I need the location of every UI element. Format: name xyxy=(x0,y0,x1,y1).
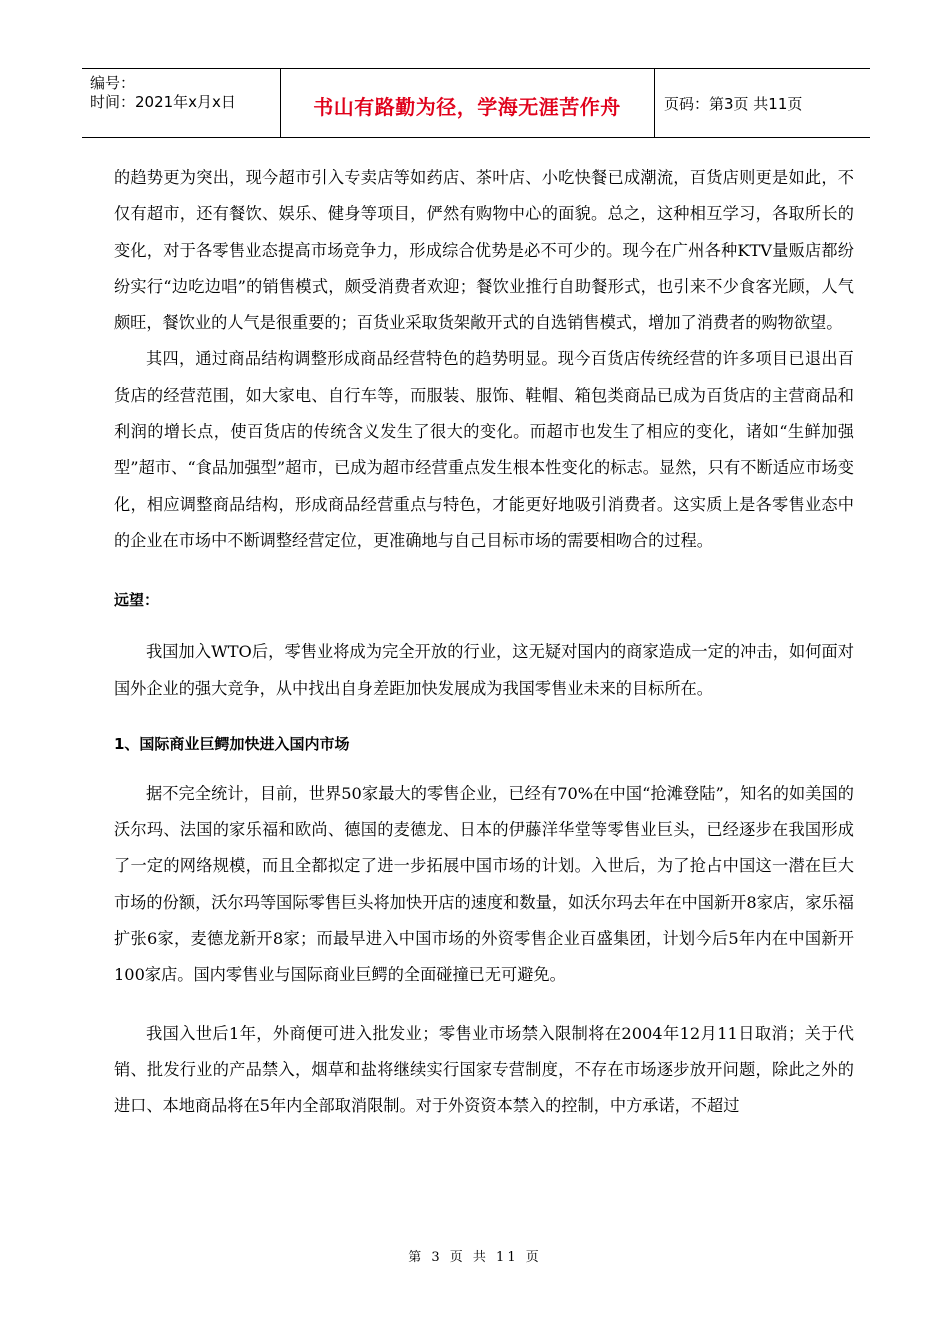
page-footer: 第 3 页 共 11 页 xyxy=(408,1250,542,1265)
page-header xyxy=(82,68,870,138)
paragraph-3: 我国加入WTO后，零售业将成为完全开放的行业，这无疑对国内的商家造成一定的冲击，如何面对国外企业的强大竞争，从中找出自身差距加快发展成为我国零售业未来的目标所在。 xyxy=(114,642,854,698)
section-heading-outlook: 远望： xyxy=(114,591,160,610)
paragraph-4: 据不完全统计，目前，世界50家最大的零售企业，已经有70%在中国“抢滩登陆”，知名的如美国的沃尔玛、法国的家乐福和欧尚、德国的麦德龙、日本的伊藤洋华堂等零售业巨头，已经逐步在我国形成了一定的网络规模，而且全都拟定了进一步拓展中国市场的计划。入世后，为了抢占中国这一潜在巨大市场的份额，沃尔玛等国际零售巨头将加快开店的速度和数量，如沃尔玛去年在中国新开8家店，家乐福扩张6家，麦德龙新开8家；而最早进入中国市场的外资零售企业百盛集团，计划今后5年内在中国新开100家店。国内零售业与国际商业巨鳄的全面碰撞已无可避免。 xyxy=(114,783,854,985)
header-page-info: 页码：第3页 共11页 xyxy=(664,95,803,113)
paragraph-1: 的趋势更为突出，现今超市引入专卖店等如药店、茶叶店、小吃快餐已成潮流，百货店则更是如此，不仅有超市，还有餐饮、娱乐、健身等项目，俨然有购物中心的面貌。总之，这种相互学习，各取所长的变化，对于各零售业态提高市场竞争力，形成综合优势是必不可少的。现今在广州各种KTV量贩店都纷纷实行“边吃边唱”的销售模式，颇受消费者欢迎；餐饮业推行自助餐形式，也引来不少食客光顾，人气颇旺，餐饮业的人气是很重要的；百货业采取货架敞开式的自选销售模式，增加了消费者的购物欲望。 xyxy=(114,168,854,333)
header-meta-cell xyxy=(82,69,281,137)
section-heading-1: 1、国际商业巨鳄加快进入国内市场 xyxy=(114,734,350,753)
paragraph-5: 我国入世后1年，外商便可进入批发业；零售业市场禁入限制将在2004年12月11日取消；关于代销、批发行业的产品禁入，烟草和盐将继续实行国家专营制度，不存在市场逐步放开问题，除此之外的进口、本地商品将在5年内全部取消限制。对于外资资本禁入的控制，中方承诺，不超过 xyxy=(114,1023,854,1116)
header-page-cell xyxy=(654,69,870,137)
header-motto: 书山有路勤为径，学海无涯苦作舟 xyxy=(313,95,621,119)
serial-number-label: 编号： xyxy=(90,74,136,92)
paragraph-2: 其四，通过商品结构调整形成商品经营特色的趋势明显。现今百货店传统经营的许多项目已退出百货店的经营范围，如大家电、自行车等，而服装、服饰、鞋帽、箱包类商品已成为百货店的主营商品和利润的增长点，使百货店的传统含义发生了很大的变化。而超市也发生了相应的变化，诸如“生鲜加强型”超市、“食品加强型”超市，已成为超市经营重点发生根本性变化的标志。显然，只有不断适应市场变化，相应调整商品结构，形成商品经营重点与特色，才能更好地吸引消费者。这实质上是各零售业态中的企业在市场中不断调整经营定位，更准确地与自己目标市场的需要相吻合的过程。 xyxy=(114,349,854,550)
date-label: 时间：2021年x月x日 xyxy=(90,93,236,111)
header-motto-cell xyxy=(280,69,655,137)
document-body xyxy=(114,160,854,1125)
